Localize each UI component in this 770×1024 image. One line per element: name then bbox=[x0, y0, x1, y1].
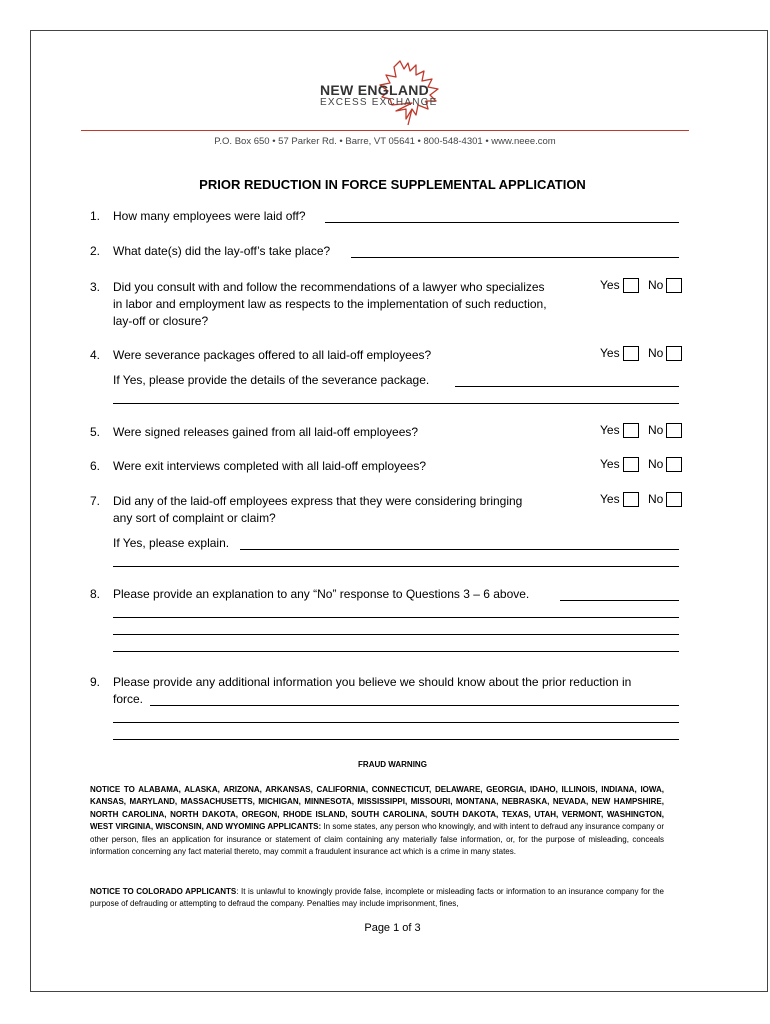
q9-answer-line[interactable] bbox=[150, 705, 679, 706]
yes-label: Yes bbox=[600, 457, 620, 471]
q6-yes-option bbox=[600, 457, 639, 472]
no-label: No bbox=[648, 492, 664, 506]
q4-no-checkbox[interactable] bbox=[666, 346, 682, 361]
q4-no-option bbox=[648, 346, 682, 361]
q3-text-line2: in labor and employment law as respects to the implementation of such reduction, bbox=[113, 297, 547, 311]
q1-number: 1. bbox=[90, 209, 101, 223]
page-title: PRIOR REDUCTION IN FORCE SUPPLEMENTAL APPLICATION bbox=[199, 177, 586, 192]
q4-text: Were severance packages offered to all laid-off employees? bbox=[113, 348, 432, 362]
q4-answer-line[interactable] bbox=[455, 386, 679, 387]
q3-text-line1: Did you consult with and follow the recommendations of a lawyer who specializes bbox=[113, 280, 545, 294]
address-line: P.O. Box 650 • 57 Parker Rd. • Barre, VT 05641 • 800-548-4301 • www.neee.com bbox=[214, 136, 556, 147]
fraud-paragraph-1 bbox=[90, 784, 664, 858]
q8-answer-line[interactable] bbox=[560, 600, 679, 601]
q9-text-line1: Please provide any additional information you believe we should know about the prior reduction in bbox=[113, 675, 632, 689]
q7-number: 7. bbox=[90, 494, 101, 508]
q6-number: 6. bbox=[90, 459, 101, 473]
q6-text: Were exit interviews completed with all laid-off employees? bbox=[113, 459, 427, 473]
q8-number: 8. bbox=[90, 587, 101, 601]
q5-yes-option bbox=[600, 423, 639, 438]
q5-no-checkbox[interactable] bbox=[666, 423, 682, 438]
q4-yes-option bbox=[600, 346, 639, 361]
no-label: No bbox=[648, 278, 664, 292]
yes-label: Yes bbox=[600, 492, 620, 506]
q7-yes-checkbox[interactable] bbox=[623, 492, 639, 507]
q3-yes-checkbox[interactable] bbox=[623, 278, 639, 293]
q2-text: What date(s) did the lay-off’s take place? bbox=[113, 244, 331, 258]
q9-text-line2: force. bbox=[113, 692, 144, 706]
q6-no-option bbox=[648, 457, 682, 472]
logo-line2: EXCESS EXCHANGE bbox=[320, 97, 438, 108]
q7-yes-option bbox=[600, 492, 639, 507]
fraud-paragraph-2 bbox=[90, 886, 664, 911]
fraud-warning-title: FRAUD WARNING bbox=[358, 760, 427, 769]
q4-number: 4. bbox=[90, 348, 101, 362]
q3-text-line3: lay-off or closure? bbox=[113, 314, 209, 328]
fraud-p1-body: In some states, any person who knowingly, and with intent to defraud any insurance company or other person, files an application for insurance or statement of claim containing any materially false information, or, for the purpose of misleading, conceals information concerning any fact material thereto, may commit a fraudulent insurance act which is a crime in many states. bbox=[90, 822, 665, 857]
q3-no-option bbox=[648, 278, 682, 293]
q7-followup: If Yes, please explain. bbox=[113, 536, 230, 550]
yes-label: Yes bbox=[600, 346, 620, 360]
q7-text-line2: any sort of complaint or claim? bbox=[113, 511, 276, 525]
header-divider bbox=[81, 130, 689, 131]
fraud-p2-body: : It is unlawful to knowingly provide false, incomplete or misleading facts or information to an insurance company for the purpose of defrauding or attempting to defraud the company. Penalties may include imprisonment, fines, bbox=[90, 887, 664, 909]
q8-answer-line-2[interactable] bbox=[113, 617, 679, 618]
q9-answer-line-2[interactable] bbox=[113, 722, 679, 723]
q7-no-checkbox[interactable] bbox=[666, 492, 682, 507]
q3-yes-option bbox=[600, 278, 639, 293]
q4-followup: If Yes, please provide the details of the severance package. bbox=[113, 373, 430, 387]
q3-number: 3. bbox=[90, 280, 101, 294]
page-number: Page 1 of 3 bbox=[364, 922, 421, 934]
q6-no-checkbox[interactable] bbox=[666, 457, 682, 472]
no-label: No bbox=[648, 423, 664, 437]
q9-answer-line-3[interactable] bbox=[113, 739, 679, 740]
q3-no-checkbox[interactable] bbox=[666, 278, 682, 293]
q8-answer-line-4[interactable] bbox=[113, 651, 679, 652]
q6-yes-checkbox[interactable] bbox=[623, 457, 639, 472]
q9-number: 9. bbox=[90, 675, 101, 689]
q4-yes-checkbox[interactable] bbox=[623, 346, 639, 361]
yes-label: Yes bbox=[600, 278, 620, 292]
q1-text: How many employees were laid off? bbox=[113, 209, 306, 223]
q1-answer-line[interactable] bbox=[325, 222, 679, 223]
no-label: No bbox=[648, 346, 664, 360]
q8-text: Please provide an explanation to any “No” response to Questions 3 – 6 above. bbox=[113, 587, 530, 601]
no-label: No bbox=[648, 457, 664, 471]
q2-number: 2. bbox=[90, 244, 101, 258]
q5-number: 5. bbox=[90, 425, 101, 439]
q5-text: Were signed releases gained from all laid-off employees? bbox=[113, 425, 419, 439]
q7-answer-line-2[interactable] bbox=[113, 566, 679, 567]
yes-label: Yes bbox=[600, 423, 620, 437]
q2-answer-line[interactable] bbox=[351, 257, 679, 258]
q7-no-option bbox=[648, 492, 682, 507]
fraud-p2-heading: NOTICE TO COLORADO APPLICANTS bbox=[90, 887, 237, 896]
q7-text-line1: Did any of the laid-off employees express that they were considering bringing bbox=[113, 494, 523, 508]
q5-yes-checkbox[interactable] bbox=[623, 423, 639, 438]
q7-answer-line[interactable] bbox=[240, 549, 679, 550]
logo-line1: NEW ENGLAND bbox=[320, 82, 430, 98]
q8-answer-line-3[interactable] bbox=[113, 634, 679, 635]
q5-no-option bbox=[648, 423, 682, 438]
fraud-p1-heading: NOTICE TO ALABAMA, ALASKA, ARIZONA, ARKANSAS, CALIFORNIA, CONNECTICUT, DELAWARE, GEORGIA, IDAHO, ILLINOIS, INDIANA, IOWA, KANSAS, MARYLAND, MASSACHUSETTS, MICHIGAN, MINNESOTA, MISSISSIPPI, MISSOURI, MONTANA, NEBRASKA, NEVADA, NEW HAMPSHIRE, NORTH CAROLINA, NORTH DAKOTA, OREGON, RHODE ISLAND, SOUTH CAROLINA, SOUTH DAKOTA, TEXAS, UTAH, VERMONT, WASHINGTON, WEST VIRGINIA, WISCONSIN, AND WYOMING APPLICANTS: bbox=[90, 785, 664, 832]
q4-answer-line-2[interactable] bbox=[113, 403, 679, 404]
